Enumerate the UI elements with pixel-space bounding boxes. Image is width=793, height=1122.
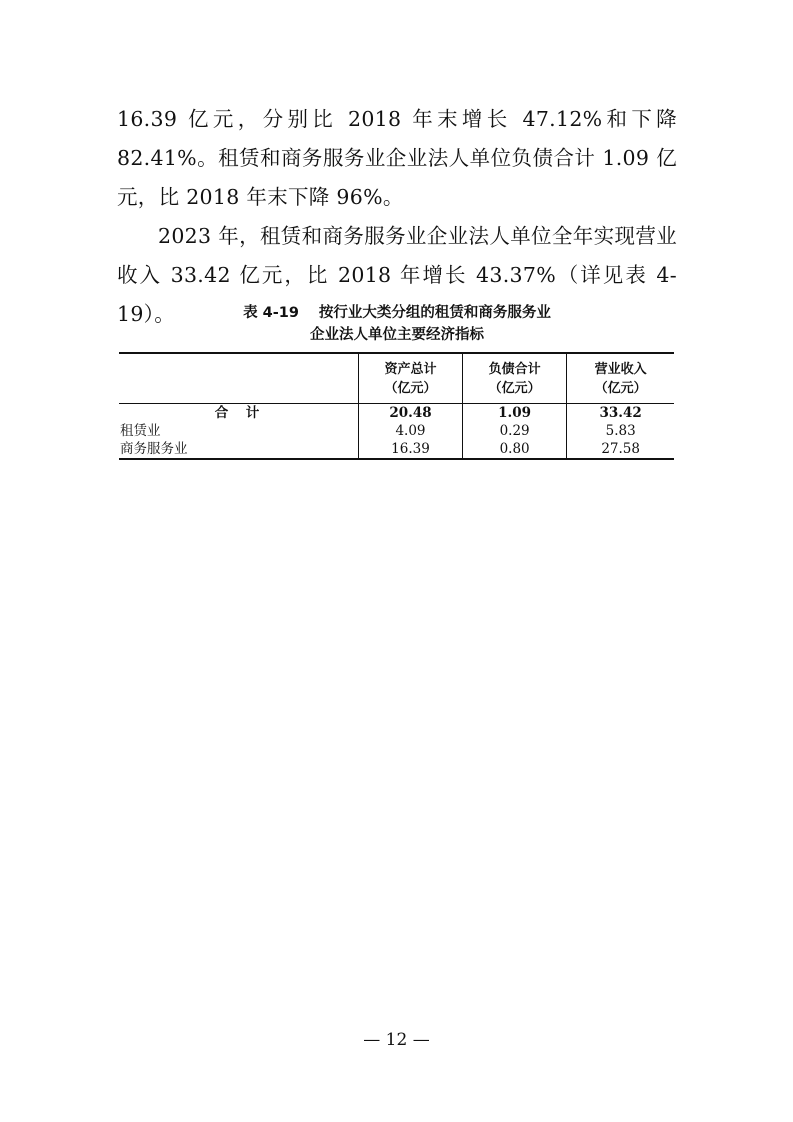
header-revenue: 营业收入 （亿元） [567,353,674,404]
body-paragraph-1: 16.39 亿元，分别比 2018 年末增长 47.12%和下降 82.41%。租赁和商务服务业企业法人单位负债合计 1.09 亿元，比 2018 年末下降 96%。 [117,107,677,209]
cell-revenue: 5.83 [567,422,674,440]
table-number: 表 4-19 [243,305,299,321]
table-row [119,422,674,440]
row-label: 商务服务业 [120,441,188,457]
cell-assets: 16.39 [359,440,463,459]
table-row [119,440,674,459]
cell-revenue: 33.42 [567,404,674,423]
table-title-line-2: 企业法人单位主要经济指标 [310,327,484,343]
row-label: 合 计 [214,405,262,421]
row-label: 租赁业 [120,423,161,439]
header-blank [119,353,359,404]
body-paragraph-2: 2023 年，租赁和商务服务业企业法人单位全年实现营业收入 33.42 亿元，比 2018 年增长 43.37%（详见表 4-19）。 [117,224,677,326]
economic-indicators-table [119,352,674,460]
table-title [117,303,677,323]
table-title-line-1: 按行业大类分组的租赁和商务服务业 [318,305,551,321]
header-assets: 资产总计 （亿元） [359,353,463,404]
page-number: — 12 — [363,1030,430,1050]
header-liabilities: 负债合计 （亿元） [462,353,566,404]
cell-assets: 4.09 [359,422,463,440]
cell-revenue: 27.58 [567,440,674,459]
cell-liabilities: 0.80 [462,440,566,459]
table-row-total [119,404,674,423]
table-header-row [119,353,674,404]
cell-assets: 20.48 [359,404,463,423]
cell-liabilities: 0.29 [462,422,566,440]
cell-liabilities: 1.09 [462,404,566,423]
